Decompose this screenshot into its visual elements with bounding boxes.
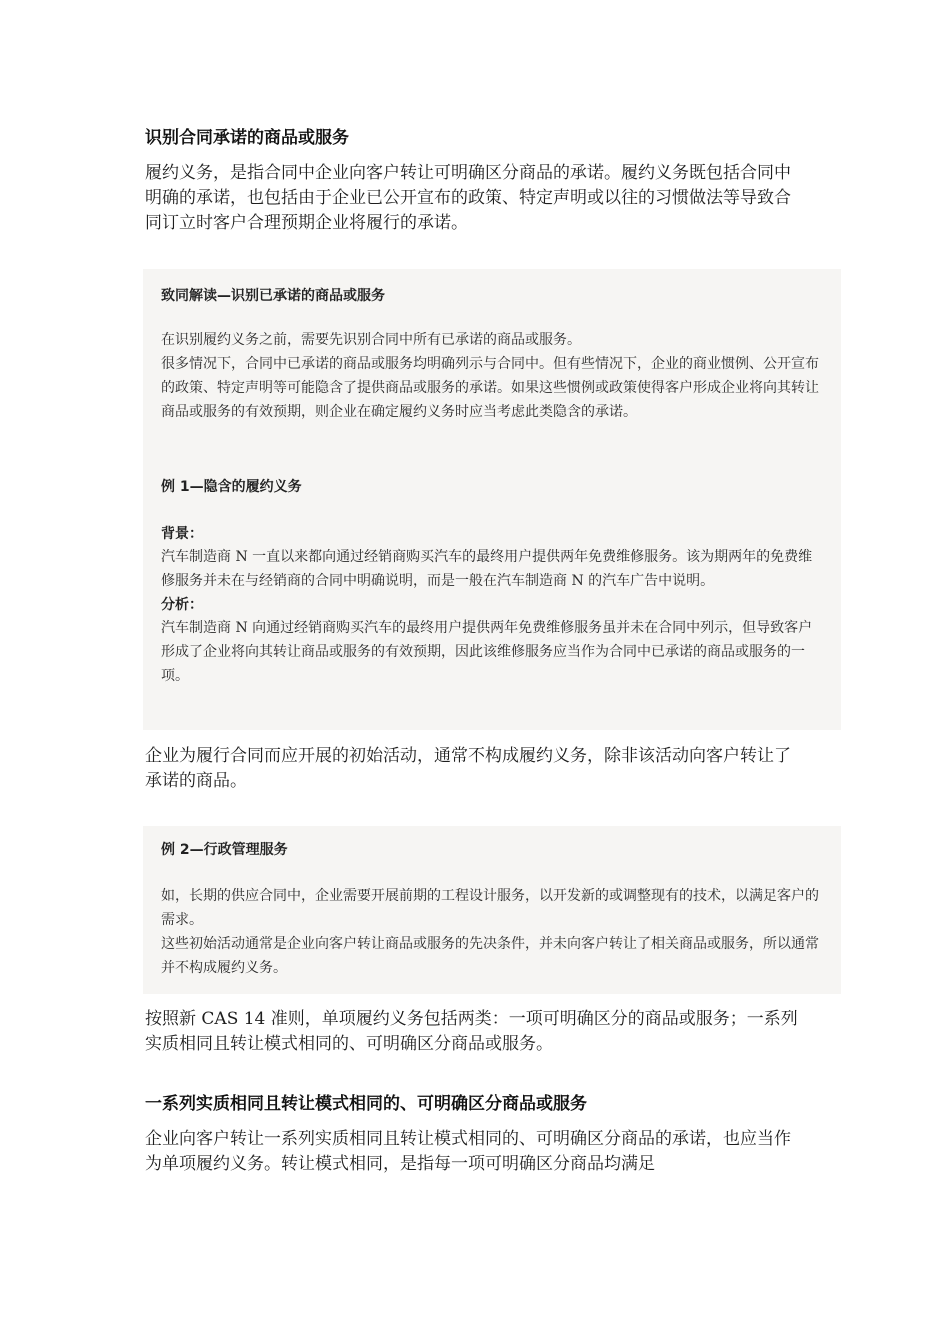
background-text: 汽车制造商 N 一直以来都向通过经销商购买汽车的最终用户提供两年免费维修服务。该为期两年的免费维修服务并未在与经销商的合同中明确说明，而是一般在汽车制造商 N 的汽车广告中说明。: [161, 549, 813, 589]
box-title-interpretation: 致同解读—识别已承诺的商品或服务: [161, 288, 385, 304]
analysis-label: 分析：: [161, 597, 203, 613]
background-label: 背景：: [161, 526, 203, 542]
example-2-box: [143, 826, 841, 994]
paragraph-performance-obligation: 履约义务，是指合同中企业向客户转让可明确区分商品的承诺。履约义务既包括合同中明确的承诺，也包括由于企业已公开宣布的政策、特定声明或以往的习惯做法等导致合同订立时客户合理预期企业将履行的承诺。: [145, 163, 791, 233]
example-2-paragraph-2: 这些初始活动通常是企业向客户转让商品或服务的先决条件，并未向客户转让了相关商品或服务，所以通常并不构成履约义务。: [161, 936, 819, 976]
paragraph-initial-activities: 企业为履行合同而应开展的初始活动，通常不构成履约义务，除非该活动向客户转让了承诺的商品。: [145, 746, 791, 791]
analysis-text: 汽车制造商 N 向通过经销商购买汽车的最终用户提供两年免费维修服务虽并未在合同中列示，但导致客户形成了企业将向其转让商品或服务的有效预期，因此该维修服务应当作为合同中已承诺的商品或服务的一项。: [161, 620, 813, 684]
interpretation-box: [143, 269, 841, 730]
example-2-title: 例 2—行政管理服务: [161, 842, 288, 858]
example-1-title: 例 1—隐含的履约义务: [161, 479, 302, 495]
example-2-paragraph-1: 如，长期的供应合同中，企业需要开展前期的工程设计服务，以开发新的或调整现有的技术，以满足客户的需求。: [161, 888, 819, 928]
section-heading-identify-goods: 识别合同承诺的商品或服务: [145, 128, 349, 148]
box-paragraph-implied-promises: 很多情况下，合同中已承诺的商品或服务均明确列示与合同中。但有些情况下，企业的商业惯例、公开宣布的政策、特定声明等可能隐含了提供商品或服务的承诺。如果这些惯例或政策使得客户形成企业将向其转让商品或服务的有效预期，则企业在确定履约义务时应当考虑此类隐含的承诺。: [161, 356, 819, 420]
section-heading-series-goods: 一系列实质相同且转让模式相同的、可明确区分商品或服务: [145, 1094, 587, 1114]
box-paragraph-intro: 在识别履约义务之前，需要先识别合同中所有已承诺的商品或服务。: [161, 332, 581, 348]
paragraph-cas14: 按照新 CAS 14 准则，单项履约义务包括两类：一项可明确区分的商品或服务；一系列实质相同且转让模式相同的、可明确区分商品或服务。: [145, 1009, 798, 1054]
paragraph-series-goods: 企业向客户转让一系列实质相同且转让模式相同的、可明确区分商品的承诺，也应当作为单项履约义务。转让模式相同，是指每一项可明确区分商品均满足: [145, 1129, 791, 1174]
